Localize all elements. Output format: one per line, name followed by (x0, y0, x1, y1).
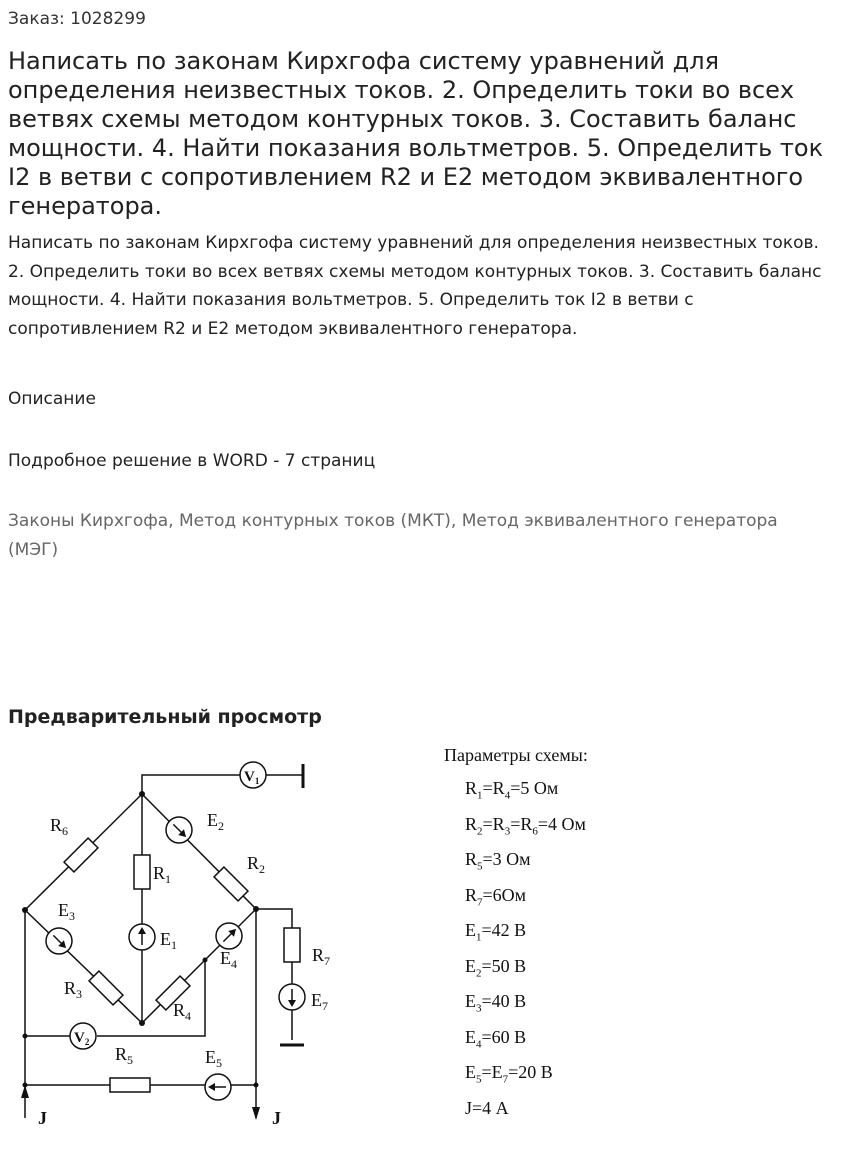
resistor-r6 (64, 838, 98, 872)
parameter-subscript: 4 (476, 1038, 482, 1051)
parameter-subscript: 7 (502, 1073, 509, 1086)
node-top (139, 791, 145, 797)
parameter-line (465, 849, 588, 872)
label-r3: $R_3$ (64, 978, 83, 1001)
parameter-text: =60 В (481, 1026, 527, 1047)
node-bottom (139, 1020, 145, 1026)
parameter-subscript: 2 (477, 825, 483, 838)
circuit-parameters (444, 745, 588, 1133)
node-left (22, 907, 28, 913)
parameter-subscript: 3 (476, 1002, 482, 1015)
parameter-text: R (465, 849, 478, 869)
parameter-text: =R (482, 813, 505, 834)
parameter-line (465, 814, 588, 837)
label-r1: $R_1$ (153, 863, 172, 886)
parameter-line (465, 885, 588, 908)
parameter-text: =20 В (508, 1062, 553, 1082)
parameter-subscript: 5 (477, 860, 483, 873)
label-r5: $R_5$ (115, 1044, 134, 1067)
parameter-text: E (465, 1062, 476, 1082)
node-v2-left (23, 1034, 28, 1039)
parameter-text: =6Ом (482, 884, 527, 905)
node-r4 (203, 958, 208, 963)
voltmeter-v1-label: $V_1$ (244, 769, 260, 786)
label-e1: $E_1$ (160, 929, 177, 952)
tag-link-equivalent-generator[interactable]: Метод эквивалентного генератора (МЭГ) (8, 511, 778, 560)
preview-image (0, 740, 847, 1140)
label-j-right: J (272, 1108, 281, 1128)
resistor-r2 (214, 867, 248, 901)
circuit-wires (25, 764, 304, 1085)
parameter-text: R (465, 813, 478, 834)
tag-link-mesh-current[interactable]: Метод контурных токов (МКТ) (179, 511, 451, 531)
parameter-list (444, 778, 588, 1121)
label-e4: $E_4$ (220, 948, 237, 971)
source-e5 (205, 1074, 231, 1100)
preview-heading: Предварительный просмотр (8, 706, 322, 728)
description-heading: Описание (8, 389, 96, 409)
source-e2 (161, 812, 198, 849)
tag-link-kirchhoff[interactable]: Законы Кирхгофа (8, 511, 169, 531)
parameter-text: =42 В (481, 920, 527, 940)
parameter-text: E (465, 1026, 476, 1047)
tag-list (8, 507, 828, 564)
source-e1 (129, 924, 155, 950)
parameters-heading: Параметры схемы: (444, 745, 588, 765)
label-j-left: J (38, 1108, 47, 1128)
parameter-text: =3 Ом (482, 849, 531, 869)
page-title: Написать по законам Кирхгофа систему уравнений для определения неизвестных токов. 2. Определить токи во всех ветвях схемы методом контурных токов. 3. Составить баланс мощности. 4. Найти показания вольтметров. 5. Определить ток I2 в ветви с сопротивлением R2 и E2 методом эквивалентного генератора. (8, 47, 824, 220)
parameter-subscript: 4 (504, 789, 511, 802)
label-e5: $E_5$ (205, 1047, 222, 1070)
order-number: Заказ: 1028299 (8, 9, 146, 29)
parameter-text: J=4 А (465, 1097, 509, 1118)
label-r4: $R_4$ (173, 1000, 192, 1023)
label-r6: $R_6$ (50, 815, 69, 838)
parameter-line (465, 1098, 588, 1121)
label-e3: $E_3$ (58, 900, 75, 923)
parameter-subscript: 5 (476, 1073, 482, 1086)
solution-detail: Подробное решение в WORD - 7 страниц (8, 451, 376, 471)
parameter-text: =40 В (481, 991, 527, 1011)
parameter-line (465, 920, 588, 943)
label-e7: $E_7$ (311, 990, 328, 1013)
parameter-line (465, 956, 588, 979)
source-e3 (41, 923, 78, 960)
voltmeter-v2-label: $V_2$ (74, 1030, 90, 1047)
label-r2: $R_2$ (247, 853, 266, 876)
parameter-subscript: 6 (532, 825, 538, 838)
parameter-line (465, 1062, 588, 1085)
resistor-r7 (284, 928, 300, 962)
label-e2: $E_2$ (207, 810, 224, 833)
parameter-text: E (465, 955, 476, 976)
node-right (253, 906, 259, 912)
resistor-r3 (89, 971, 123, 1005)
parameter-subscript: 7 (477, 896, 483, 909)
parameter-subscript: 1 (477, 789, 483, 802)
parameter-text: =5 Ом (510, 778, 559, 798)
resistor-r1 (134, 855, 150, 889)
circuit-diagram (0, 740, 440, 1140)
parameter-text: E (465, 920, 476, 940)
parameter-text: =R (510, 813, 533, 834)
parameter-text: R (465, 884, 478, 905)
parameter-text: R (465, 778, 478, 798)
parameter-text: =E (481, 1062, 503, 1082)
parameter-line (465, 1027, 588, 1050)
task-description: Написать по законам Кирхгофа систему уравнений для определения неизвестных токов. 2. Определить токи во всех ветвях схемы методом контурных токов. 3. Составить баланс мощности. 4. Найти показания вольтметров. 5. Определить ток I2 в ветви с сопротивлением R2 и E2 методом эквивалентного генератора. (8, 233, 822, 339)
parameter-text: =R (482, 778, 505, 798)
parameter-text: =4 Ом (537, 813, 586, 834)
tag-separator: , (168, 511, 174, 531)
parameter-line (465, 778, 588, 801)
label-r7: $R_7$ (312, 945, 331, 968)
parameter-text: E (465, 991, 476, 1011)
parameter-subscript: 3 (504, 825, 511, 838)
tag-separator: , (450, 511, 457, 531)
parameter-line (465, 991, 588, 1014)
resistor-r5 (110, 1078, 150, 1092)
source-e7 (279, 984, 305, 1010)
parameter-subscript: 1 (476, 931, 482, 944)
parameter-subscript: 2 (476, 967, 482, 980)
parameter-text: =50 В (481, 955, 527, 976)
